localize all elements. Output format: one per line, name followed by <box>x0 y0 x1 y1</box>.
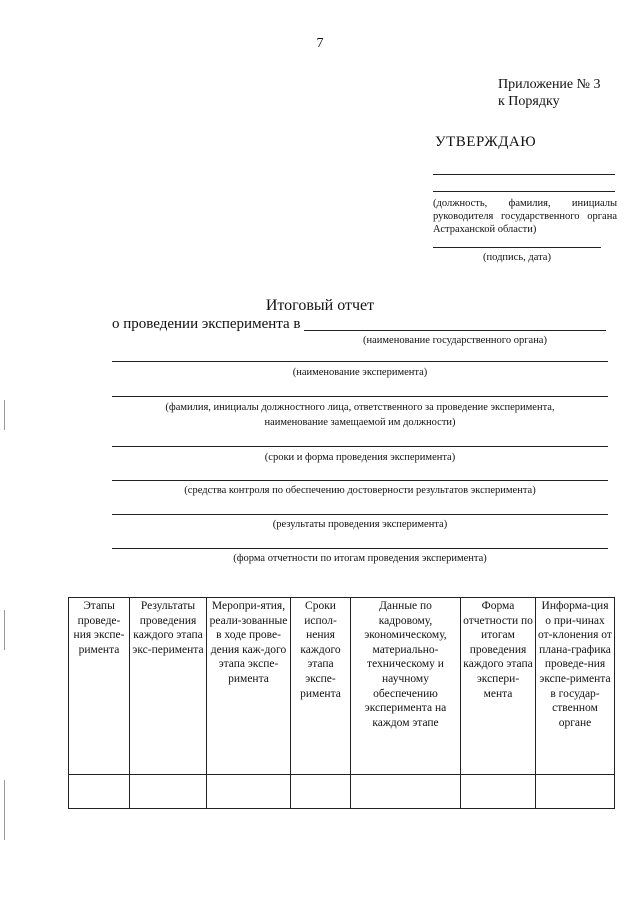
stages-table <box>68 597 615 809</box>
scan-margin-mark <box>4 780 5 840</box>
field-line-control <box>112 480 608 481</box>
signature-line <box>433 247 601 248</box>
header-support-data: Данные по кадровому, экономическому, материально-техническому и научному обеспечению эксперимента на каждом этапе <box>351 598 461 775</box>
caption-control: (средства контроля по обеспечению достоверности результатов эксперимента) <box>184 485 536 496</box>
caption-experiment-name: (наименование эксперимента) <box>292 367 428 378</box>
appendix-label <box>498 76 601 110</box>
caption-reporting-form: (форма отчетности по итогам проведения эксперимента) <box>233 553 487 564</box>
header-deadlines: Сроки испол-нения каждого этапа экспе-римента <box>291 598 351 775</box>
header-deviation-info: Информа-ция о при-чинах от-клонения от плана-графика проведе-ния экспе-римента в государ-ственном органе <box>536 598 615 775</box>
scan-margin-mark <box>4 610 5 650</box>
field-line-reporting <box>112 548 608 549</box>
field-line-terms <box>112 446 608 447</box>
table-cell <box>69 775 130 809</box>
table-cell <box>291 775 351 809</box>
header-stage-results: Результаты проведения каждого этапа экс-перимента <box>130 598 207 775</box>
table-cell <box>351 775 461 809</box>
field-line-results <box>112 514 608 515</box>
field-line-experiment <box>112 361 608 362</box>
report-subtitle: о проведении эксперимента в <box>112 316 301 332</box>
header-measures: Меропри-ятия, реали-зованные в ходе прове-дения каж-дого этапа экспе-римента <box>207 598 291 775</box>
table-cell <box>536 775 615 809</box>
appendix-line-2: к Порядку <box>498 94 560 109</box>
caption-official-line-1: (фамилия, инициалы должностного лица, ответственного за проведение эксперимента, <box>165 402 555 413</box>
table-cell <box>130 775 207 809</box>
caption-results: (результаты проведения эксперимента) <box>272 519 448 530</box>
page-number: 7 <box>316 36 324 51</box>
field-line-official <box>112 396 608 397</box>
header-reporting-form: Форма отчетности по итогам проведения каждого этапа экспери-мента <box>461 598 536 775</box>
approval-line-2 <box>433 191 615 192</box>
caption-organ-name: (наименование государственного органа) <box>363 335 547 346</box>
scan-margin-mark <box>4 400 5 430</box>
table-row <box>69 775 615 809</box>
table-cell <box>461 775 536 809</box>
appendix-line-1: Приложение № 3 <box>498 77 601 92</box>
caption-official-line-2: наименование замещаемой им должности) <box>264 417 456 428</box>
table-cell <box>207 775 291 809</box>
caption-terms: (сроки и форма проведения эксперимента) <box>264 452 456 463</box>
approval-title: УТВЕРЖДАЮ <box>435 134 537 150</box>
signature-caption: (подпись, дата) <box>483 252 551 263</box>
approver-position-caption: (должность, фамилия, инициалы руководителя государственного органа Астраханской области) <box>433 198 617 235</box>
header-stages: Этапы проведе-ния экспе-римента <box>69 598 130 775</box>
approval-line-1 <box>433 174 615 175</box>
table-header-row <box>69 598 615 775</box>
field-line-organ <box>304 330 606 331</box>
report-title: Итоговый отчет <box>265 297 375 314</box>
